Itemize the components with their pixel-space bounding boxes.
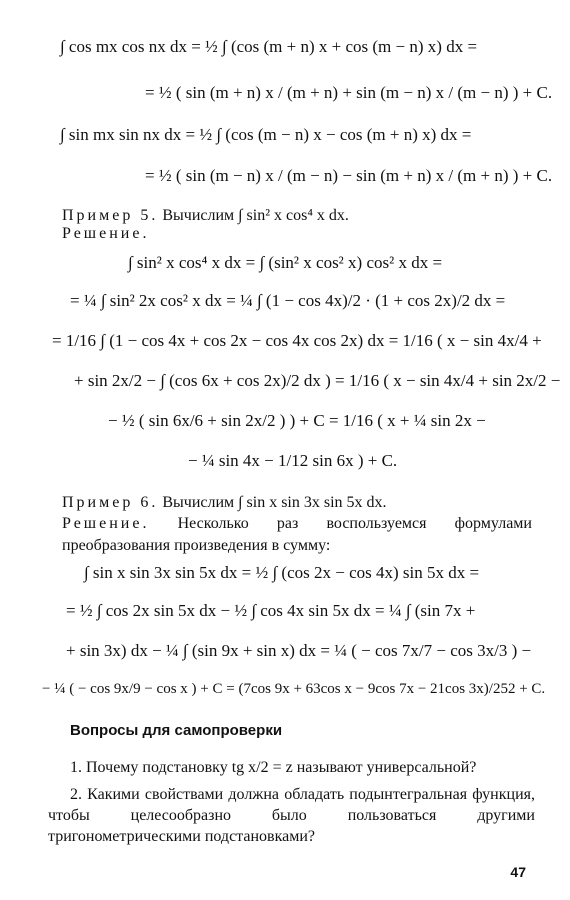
- example-5-line-3: = 1/16 ∫ (1 − cos 4x + cos 2x − cos 4x cos 2x) dx = 1/16 ( x − sin 4x/4 +: [52, 331, 542, 350]
- example-6-header: [62, 492, 387, 514]
- example-5-line-1: ∫ sin² x cos⁴ x dx = ∫ (sin² x cos² x) cos² x dx =: [128, 253, 443, 272]
- formula-sin-product: ∫ sin mx sin nx dx = ½ ∫ (cos (m − n) x − cos (m + n) x) dx =: [60, 125, 472, 144]
- formula-cos-product: ∫ cos mx cos nx dx = ½ ∫ (cos (m + n) x + cos (m − n) x) dx =: [60, 37, 478, 56]
- example-5-line-4: + sin 2x/2 − ∫ (cos 6x + cos 2x)/2 dx ) = 1/16 ( x − sin 4x/4 + sin 2x/2 −: [74, 371, 561, 390]
- example-6-task: Вычислим ∫ sin x sin 3x sin 5x dx.: [162, 494, 387, 511]
- formula-sin-product-result: = ½ ( sin (m − n) x / (m − n) − sin (m + n) x / (m + n) ) + C.: [145, 166, 553, 185]
- example-6-line-4: − ¼ ( − cos 9x/9 − cos x ) + C = (7cos 9x + 63cos x − 9cos 7x − 21cos 3x)/252 + C.: [42, 681, 546, 697]
- page-number: 47: [510, 864, 526, 880]
- example-5-title: Пример 5.: [62, 207, 159, 224]
- example-5-line-6: − ¼ sin 4x − 1/12 sin 6x ) + C.: [188, 451, 398, 470]
- example-5-line-5: − ½ ( sin 6x/6 + sin 2x/2 ) ) + C = 1/16 ( x + ¼ sin 2x −: [108, 411, 486, 430]
- question-1: 1. Почему подстановку tg x/2 = z называют универсальной?: [70, 759, 477, 776]
- questions-heading: Вопросы для самопроверки: [70, 722, 283, 739]
- question-2: 2. Какими свойствами должна обладать подынтегральная функция, чтобы целесообразно было пользоваться другими тригонометрическими подстановками?: [48, 786, 535, 845]
- example-5-solution-label: Решение.: [62, 225, 150, 242]
- formula-cos-product-result: = ½ ( sin (m + n) x / (m + n) + sin (m − n) x / (m − n) ) + C.: [145, 83, 553, 102]
- example-6-line-3: + sin 3x) dx − ¼ ∫ (sin 9x + sin x) dx = ¼ ( − cos 7x/7 − cos 3x/3 ) −: [66, 641, 532, 660]
- example-5-line-2: = ¼ ∫ sin² 2x cos² x dx = ¼ ∫ (1 − cos 4x)/2 · (1 + cos 2x)/2 dx =: [70, 291, 506, 310]
- example-6-title: Пример 6.: [62, 494, 159, 511]
- example-6-solution: [62, 513, 532, 556]
- example-6-solution-text: Несколько раз воспользуемся формулами преобразования произведения в сумму:: [62, 515, 532, 554]
- example-6-line-2: = ½ ∫ cos 2x sin 5x dx − ½ ∫ cos 4x sin 5x dx = ¼ ∫ (sin 7x +: [66, 601, 476, 620]
- example-6-line-1: ∫ sin x sin 3x sin 5x dx = ½ ∫ (cos 2x − cos 4x) sin 5x dx =: [84, 563, 480, 582]
- example-5-task: Вычислим ∫ sin² x cos⁴ x dx.: [162, 207, 349, 224]
- example-6-solution-label: Решение.: [62, 515, 150, 532]
